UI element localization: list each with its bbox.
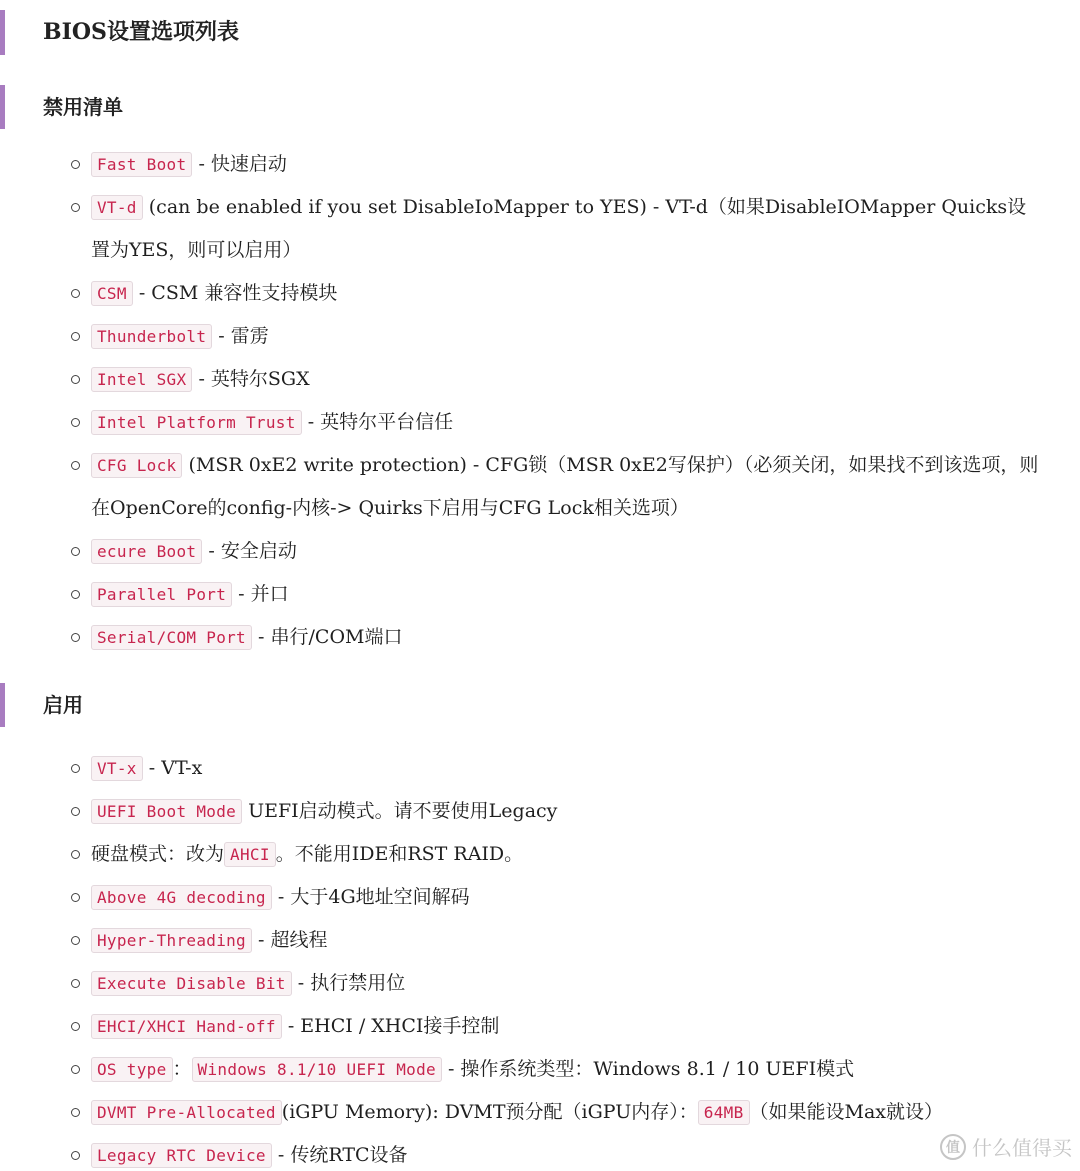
- item-text: - 安全启动: [202, 540, 297, 562]
- list-item: [0, 876, 1080, 919]
- bullet-icon: [71, 1151, 80, 1160]
- disable-section-heading: 禁用清单: [0, 85, 1080, 129]
- item-text: - 快速启动: [192, 153, 287, 175]
- list-item: [0, 315, 1080, 358]
- list-item: [0, 790, 1080, 833]
- inline-code: 64MB: [698, 1100, 750, 1125]
- inline-code: VT-x: [91, 756, 143, 781]
- bullet-icon: [71, 807, 80, 816]
- page-title: BIOS设置选项列表: [0, 10, 1080, 55]
- bullet-icon: [71, 160, 80, 169]
- list-item: [0, 747, 1080, 790]
- inline-code: UEFI Boot Mode: [91, 799, 242, 824]
- inline-code: Windows 8.1/10 UEFI Mode: [192, 1057, 442, 1082]
- item-text: - 执行禁用位: [291, 972, 406, 994]
- list-item: [0, 962, 1080, 1005]
- list-item: [0, 358, 1080, 401]
- list-item: [0, 272, 1080, 315]
- inline-code: Hyper-Threading: [91, 928, 252, 953]
- inline-code: AHCI: [224, 842, 276, 867]
- bullet-icon: [71, 461, 80, 470]
- bullet-icon: [71, 979, 80, 988]
- item-text: (can be enabled if you set DisableIoMapper to YES) - VT-d（如果DisableIOMapper Quicks设置为YES，则可以启用）: [91, 196, 1027, 261]
- inline-code: CFG Lock: [91, 453, 182, 478]
- watermark-text: 什么值得买: [972, 1136, 1072, 1160]
- inline-code: Parallel Port: [91, 582, 232, 607]
- inline-code: Fast Boot: [91, 152, 192, 177]
- item-text: - VT-x: [142, 757, 203, 779]
- item-text: (iGPU Memory): DVMT预分配（iGPU内存）：: [281, 1101, 698, 1123]
- inline-code: OS type: [91, 1057, 173, 1082]
- item-text: - 英特尔平台信任: [301, 411, 454, 433]
- bullet-icon: [71, 1022, 80, 1031]
- watermark: [940, 1132, 1072, 1161]
- item-text: - 串行/COM端口: [252, 626, 403, 648]
- bullet-icon: [71, 893, 80, 902]
- list-item: [0, 1005, 1080, 1048]
- inline-code: EHCI/XHCI Hand-off: [91, 1014, 282, 1039]
- bullet-icon: [71, 936, 80, 945]
- inline-code: DVMT Pre-Allocated: [91, 1100, 282, 1125]
- bullet-icon: [71, 590, 80, 599]
- bullet-icon: [71, 850, 80, 859]
- item-text: - 超线程: [252, 929, 328, 951]
- bullet-icon: [71, 332, 80, 341]
- bullet-icon: [71, 289, 80, 298]
- watermark-logo-icon: 值: [940, 1134, 966, 1160]
- inline-code: Serial/COM Port: [91, 625, 252, 650]
- disable-list: [0, 143, 1080, 659]
- enable-section-heading: 启用: [0, 683, 1080, 727]
- inline-code: Thunderbolt: [91, 324, 212, 349]
- bullet-icon: [71, 418, 80, 427]
- inline-code: ecure Boot: [91, 539, 202, 564]
- bullet-icon: [71, 375, 80, 384]
- list-item: [0, 401, 1080, 444]
- item-text: UEFI启动模式。请不要使用Legacy: [242, 800, 558, 822]
- item-text: - 并口: [232, 583, 289, 605]
- list-item: [0, 833, 1080, 876]
- list-item: [0, 444, 1080, 530]
- bullet-icon: [71, 547, 80, 556]
- list-item: [0, 919, 1080, 962]
- inline-code: Above 4G decoding: [91, 885, 272, 910]
- bullet-icon: [71, 1108, 80, 1117]
- item-text: 。不能用IDE和RST RAID。: [275, 843, 524, 865]
- item-text: - 大于4G地址空间解码: [271, 886, 470, 908]
- item-text: - 操作系统类型：Windows 8.1 / 10 UEFI模式: [441, 1058, 855, 1080]
- item-text: ：: [172, 1058, 192, 1080]
- inline-code: Execute Disable Bit: [91, 971, 292, 996]
- enable-list: [0, 747, 1080, 1171]
- list-item: [0, 1048, 1080, 1091]
- item-text: （如果能设Max就设）: [749, 1101, 943, 1123]
- bullet-icon: [71, 764, 80, 773]
- bullet-icon: [71, 633, 80, 642]
- item-text: - CSM 兼容性支持模块: [132, 282, 338, 304]
- list-item: [0, 573, 1080, 616]
- item-text: - 英特尔SGX: [192, 368, 310, 390]
- list-item: [0, 1134, 1080, 1171]
- list-item: [0, 1091, 1080, 1134]
- bullet-icon: [71, 1065, 80, 1074]
- inline-code: VT-d: [91, 195, 143, 220]
- inline-code: Intel Platform Trust: [91, 410, 302, 435]
- item-text: (MSR 0xE2 write protection) - CFG锁（MSR 0xE2写保护）（必须关闭，如果找不到该选项，则在OpenCore的config-内核-> Quirks下启用与CFG Lock相关选项）: [91, 454, 1039, 519]
- list-item: [0, 616, 1080, 659]
- item-text: - 雷雳: [212, 325, 269, 347]
- list-item: [0, 186, 1080, 272]
- list-item: [0, 530, 1080, 573]
- inline-code: CSM: [91, 281, 133, 306]
- item-text: 硬盘模式：改为: [91, 843, 225, 865]
- bullet-icon: [71, 203, 80, 212]
- inline-code: Legacy RTC Device: [91, 1143, 272, 1168]
- item-text: - 传统RTC设备: [271, 1144, 408, 1166]
- item-text: - EHCI / XHCI接手控制: [281, 1015, 500, 1037]
- inline-code: Intel SGX: [91, 367, 192, 392]
- list-item: [0, 143, 1080, 186]
